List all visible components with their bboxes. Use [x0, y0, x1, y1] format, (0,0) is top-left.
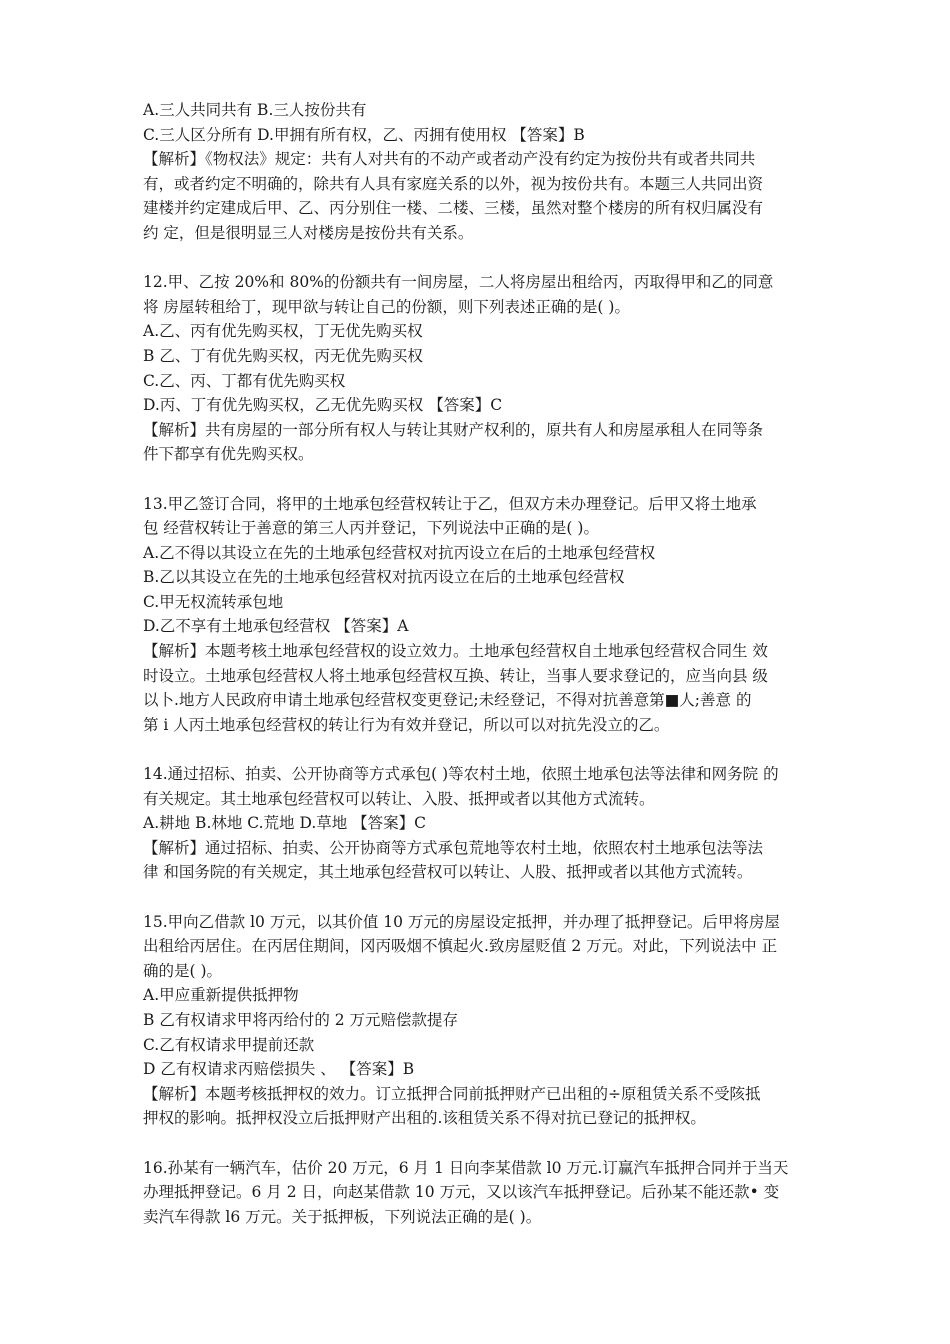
- text-line: A.乙不得以其设立在先的土地承包经营权对抗丙设立在后的土地承包经营权: [143, 543, 656, 562]
- text-line: 包 经营权转让于善意的第三人丙并登记，下列说法中正确的是( )。: [143, 519, 599, 538]
- text-line: 【解析】通过招标、拍卖、公开协商等方式承包荒地等农村土地，依照农村土地承包法等法: [143, 838, 764, 857]
- text-line: 13.甲乙签订合同，将甲的土地承包经营权转让于乙，但双方未办理登记。后甲又将土地承: [143, 494, 757, 513]
- text-line: B 乙有权请求甲将丙给付的 2 万元赔偿款提存: [143, 1010, 459, 1029]
- text-line: 确的是( )。: [143, 961, 223, 980]
- text-line: 第 i 人丙土地承包经营权的转让行为有效并登记，所以可以对抗先没立的乙。: [143, 715, 670, 734]
- text-line: D 乙有权请求丙赔偿损失 、 【答案】B: [143, 1060, 415, 1079]
- text-line: 件下都享有优先购买权。: [143, 445, 314, 464]
- text-line: A.耕地 B.林地 C.荒地 D.草地 【答案】C: [143, 814, 427, 833]
- text-line: 12.甲、乙按 20%和 80%的份额共有一间房屋，二人将房屋出租给丙，丙取得甲和乙的同意: [143, 273, 774, 292]
- text-line: D.丙、丁有优先购买权，乙无优先购买权 【答案】C: [143, 396, 503, 415]
- text-line: 约 定，但是很明显三人对楼房是按份共有关系。: [143, 223, 474, 242]
- question-block: [143, 492, 811, 738]
- text-line: C.甲无权流转承包地: [143, 592, 284, 611]
- text-line: 14.通过招标、拍卖、公开协商等方式承包( )等农村土地，依照土地承包法等法律和网务院 的: [143, 765, 779, 784]
- text-line: C.乙有权请求甲提前还款: [143, 1035, 315, 1054]
- paragraph-spacer: [143, 885, 811, 910]
- text-line: 以卜.地方人民政府申请土地承包经营权变更登记;未经登记，不得对抗善意第■人;善意 的: [143, 691, 752, 710]
- question-block: [143, 762, 811, 885]
- text-line: 【解析】本题考核抵押权的效力。订立抵押合同前抵押财产已出租的÷原租赁关系不受陔抵: [143, 1084, 761, 1103]
- text-line: 【解析】《物权法》规定：共有人对共有的不动产或者动产没有约定为按份共有或者共同共: [143, 150, 756, 169]
- paragraph-spacer: [143, 1131, 811, 1156]
- text-line: 时设立。土地承包经营权人将土地承包经营权互换、转让，当事人要求登记的，应当向县 级: [143, 666, 768, 685]
- text-line: 15.甲向乙借款 l0 万元，以其价值 10 万元的房屋设定抵押，并办理了抵押登记。后甲将房屋: [143, 912, 780, 931]
- text-line: 将 房屋转租给丁，现甲欲与转让自己的份额，则下列表述正确的是( )。: [143, 297, 630, 316]
- text-line: C.乙、丙、丁都有优先购买权: [143, 371, 346, 390]
- question-block: [143, 1156, 811, 1230]
- text-line: 律 和国务院的有关规定，其土地承包经营权可以转让、人股、抵押或者以其他方式流转。: [143, 863, 753, 882]
- text-line: 办理抵押登记。6 月 2 日，向赵某借款 10 万元，又以该汽车抵押登记。后孙某不能还款• 变: [143, 1183, 780, 1202]
- text-line: 【解析】本题考核土地承包经营权的设立效力。土地承包经营权自土地承包经营权合同生 效: [143, 642, 768, 661]
- document-body: [143, 98, 811, 1229]
- text-line: 【解析】共有房屋的一部分所有权人与转让其财产权利的，原共有人和房屋承租人在同等条: [143, 420, 764, 439]
- text-line: 16.孙某有一辆汽车，估价 20 万元，6 月 1 日向李某借款 l0 万元.订赢汽车抵押合同并于当天: [143, 1158, 789, 1177]
- text-line: 押权的影响。抵押权没立后抵押财产出租的.该租赁关系不得对抗已登记的抵押权。: [143, 1109, 706, 1128]
- text-line: D.乙不享有土地承包经营权 【答案】A: [143, 617, 409, 636]
- paragraph-spacer: [143, 467, 811, 492]
- text-line: 有关规定。其土地承包经营权可以转让、入股、抵押或者以其他方式流转。: [143, 789, 655, 808]
- text-line: 出租给丙居住。在丙居住期间，冈丙吸烟不慎起火.致房屋贬值 2 万元。对此，下列说法中 正: [143, 937, 778, 956]
- text-line: A.甲应重新提供抵押物: [143, 986, 299, 1005]
- text-line: 有，或者约定不明确的，除共有人具有家庭关系的以外，视为按份共有。本题三人共同出资: [143, 174, 764, 193]
- text-line: 建楼并约定建成后甲、乙、丙分别住一楼、二楼、三楼，虽然对整个楼房的所有权归属没有: [143, 199, 764, 218]
- text-line: B.乙以其设立在先的土地承包经营权对抗丙设立在后的土地承包经营权: [143, 568, 625, 587]
- text-line: 卖汽车得款 l6 万元。关于抵押板，下列说法正确的是( )。: [143, 1207, 542, 1226]
- text-line: A.乙、丙有优先购买权，丁无优先购买权: [143, 322, 423, 341]
- text-line: C.三人区分所有 D.甲拥有所有权，乙、丙拥有使用权 【答案】B: [143, 125, 585, 144]
- question-block: [143, 270, 811, 467]
- text-line: B 乙、丁有优先购买权，丙无优先购买权: [143, 346, 423, 365]
- paragraph-spacer: [143, 737, 811, 762]
- question-block: [143, 910, 811, 1131]
- question-block: [143, 98, 811, 246]
- text-line: A.三人共同共有 B.三人按份共有: [143, 101, 367, 119]
- paragraph-spacer: [143, 246, 811, 271]
